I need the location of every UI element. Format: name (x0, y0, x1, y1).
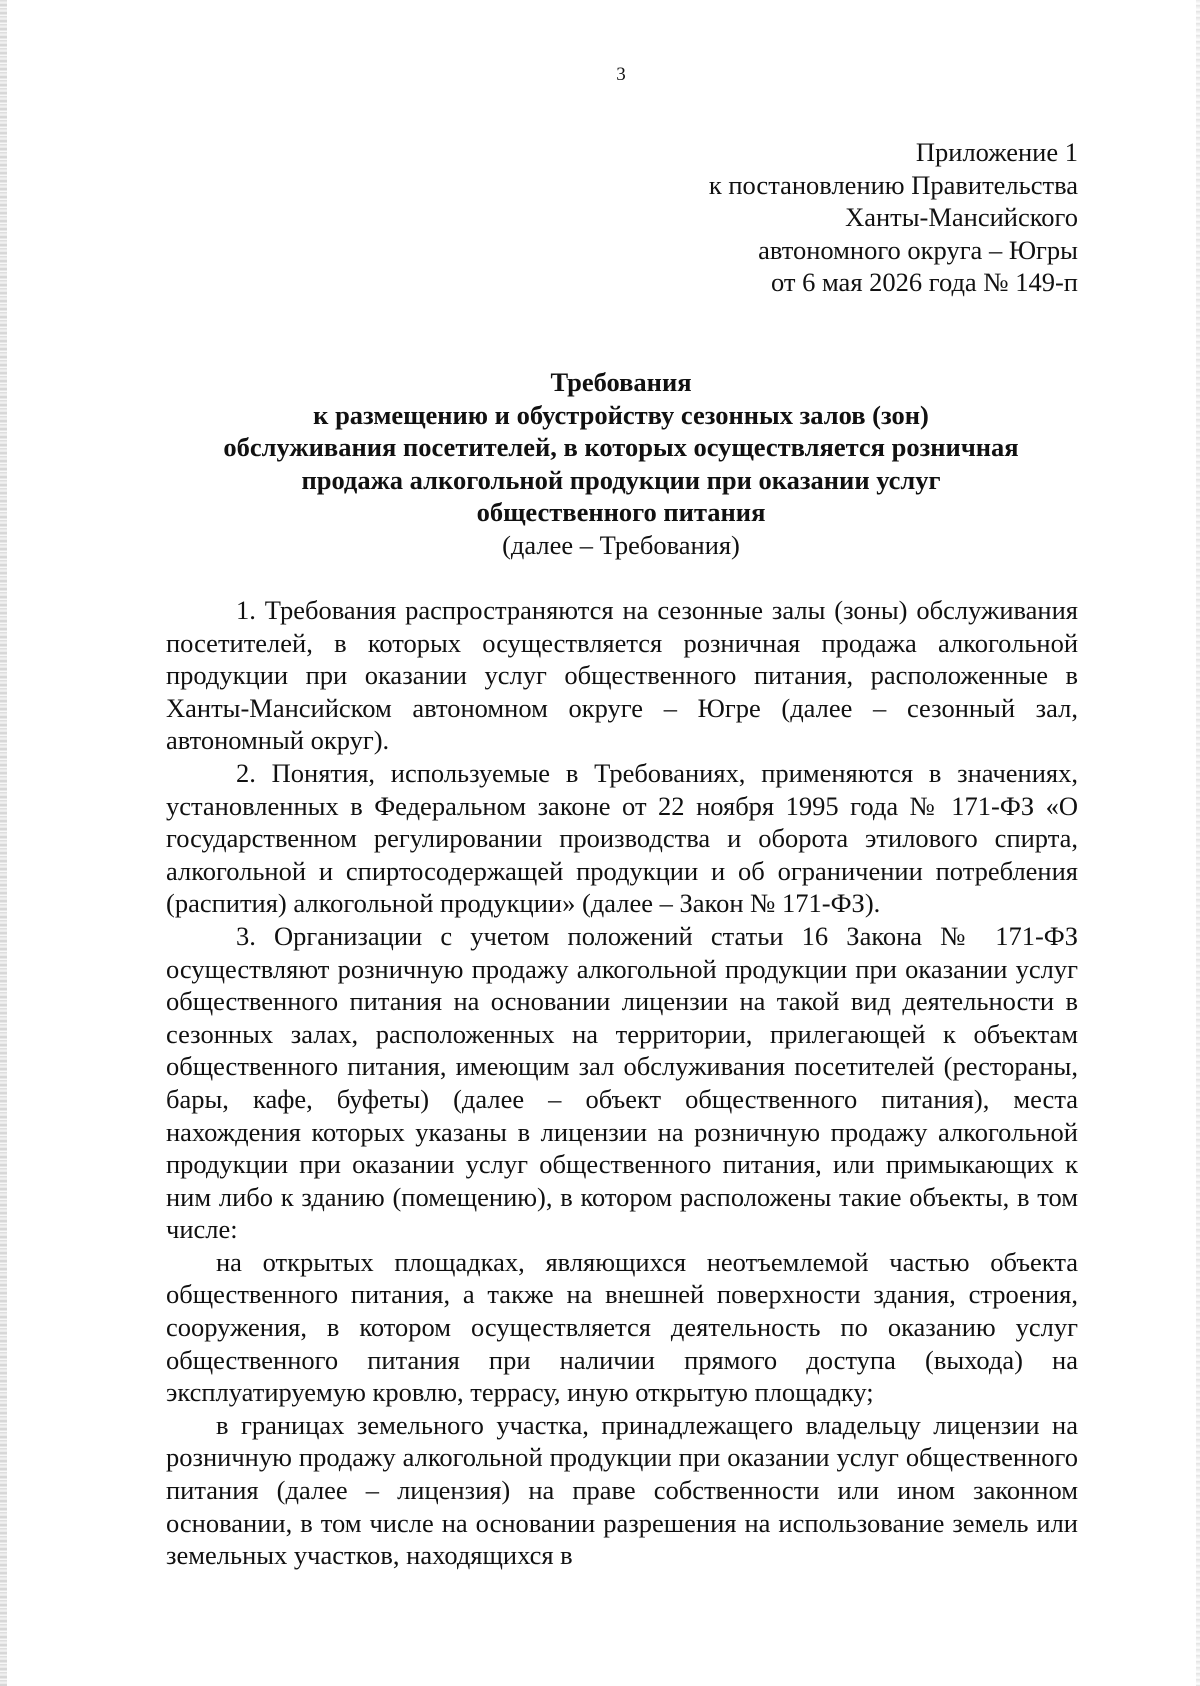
appendix-block (709, 136, 1078, 299)
title-line: общественного питания (476, 497, 766, 527)
appendix-line: от 6 мая 2026 года № 149-п (770, 267, 1078, 297)
paragraph-1: 1. Требования распространяются на сезонные залы (зоны) обслуживания посетителей, в которых осуществляется розничная продажа алкогольной продукции при оказании услуг общественного питания, расположенные в Ханты-Мансийском автономном округе – Югре (далее – сезонный зал, автономный округ). (166, 595, 1078, 756)
title-line: продажа алкогольной продукции при оказании услуг (301, 464, 941, 495)
page-number: 3 (616, 64, 626, 85)
title-line: к размещению и обустройству сезонных залов (зон) (313, 399, 929, 430)
title-subtitle: (далее – Требования) (502, 529, 740, 560)
paragraph-3-item-1: на открытых площадках, являющихся неотъемлемой частью объекта общественного питания, а также на внешней поверхности здания, строения, сооружения, в котором осуществляется деятельность по оказанию услуг общественного питания при наличии прямого доступа (выхода) на эксплуатируемую кровлю, террасу, иную открытую площадку; (166, 1246, 1078, 1408)
paragraph-3: 3. Организации с учетом положений статьи 16 Закона № 171-ФЗ осуществляют розничную продажу алкогольной продукции при оказании услуг общественного питания на основании лицензии на такой вид деятельности в сезонных залах, расположенных на территории, прилегающей к объектам общественного питания, имеющим зал обслуживания посетителей (рестораны, бары, кафе, буфеты) (далее – объект общественного питания), места нахождения которых указаны в лицензии на розничную продажу алкогольной продукции при оказании услуг общественного питания, или примыкающих к ним либо к зданию (помещению), в котором расположены такие объекты, в том числе: (166, 920, 1078, 1245)
appendix-line: Ханты-Мансийского (845, 202, 1078, 232)
title-line: обслуживания посетителей, в которых осуществляется розничная (223, 432, 1019, 462)
paragraph-3-item-2: в границах земельного участка, принадлежащего владельцу лицензии на розничную продажу алкогольной продукции при оказании услуг общественного питания (далее – лицензия) на праве собственности или ином законном основании, в том числе на основании разрешения на использование земель или земельных участков, находящихся в (166, 1409, 1078, 1571)
appendix-line: автономного округа – Югры (758, 234, 1078, 265)
document-body (166, 594, 1078, 1572)
paragraph-2: 2. Понятия, используемые в Требованиях, применяются в значениях, установленных в Федеральном законе от 22 ноября 1995 года № 171-ФЗ «О государственном регулировании производства и оборота этилового спирта, алкогольной и спиртосодержащей продукции и об ограничении потребления (распития) алкогольной продукции» (далее – Закон № 171-ФЗ). (166, 757, 1078, 919)
appendix-line: к постановлению Правительства (708, 169, 1078, 200)
scan-edge-right (1196, 0, 1200, 1686)
document-title (0, 366, 1200, 561)
appendix-line: Приложение 1 (915, 137, 1078, 167)
scan-edge-left (0, 0, 7, 1686)
title-line: Требования (550, 367, 692, 397)
